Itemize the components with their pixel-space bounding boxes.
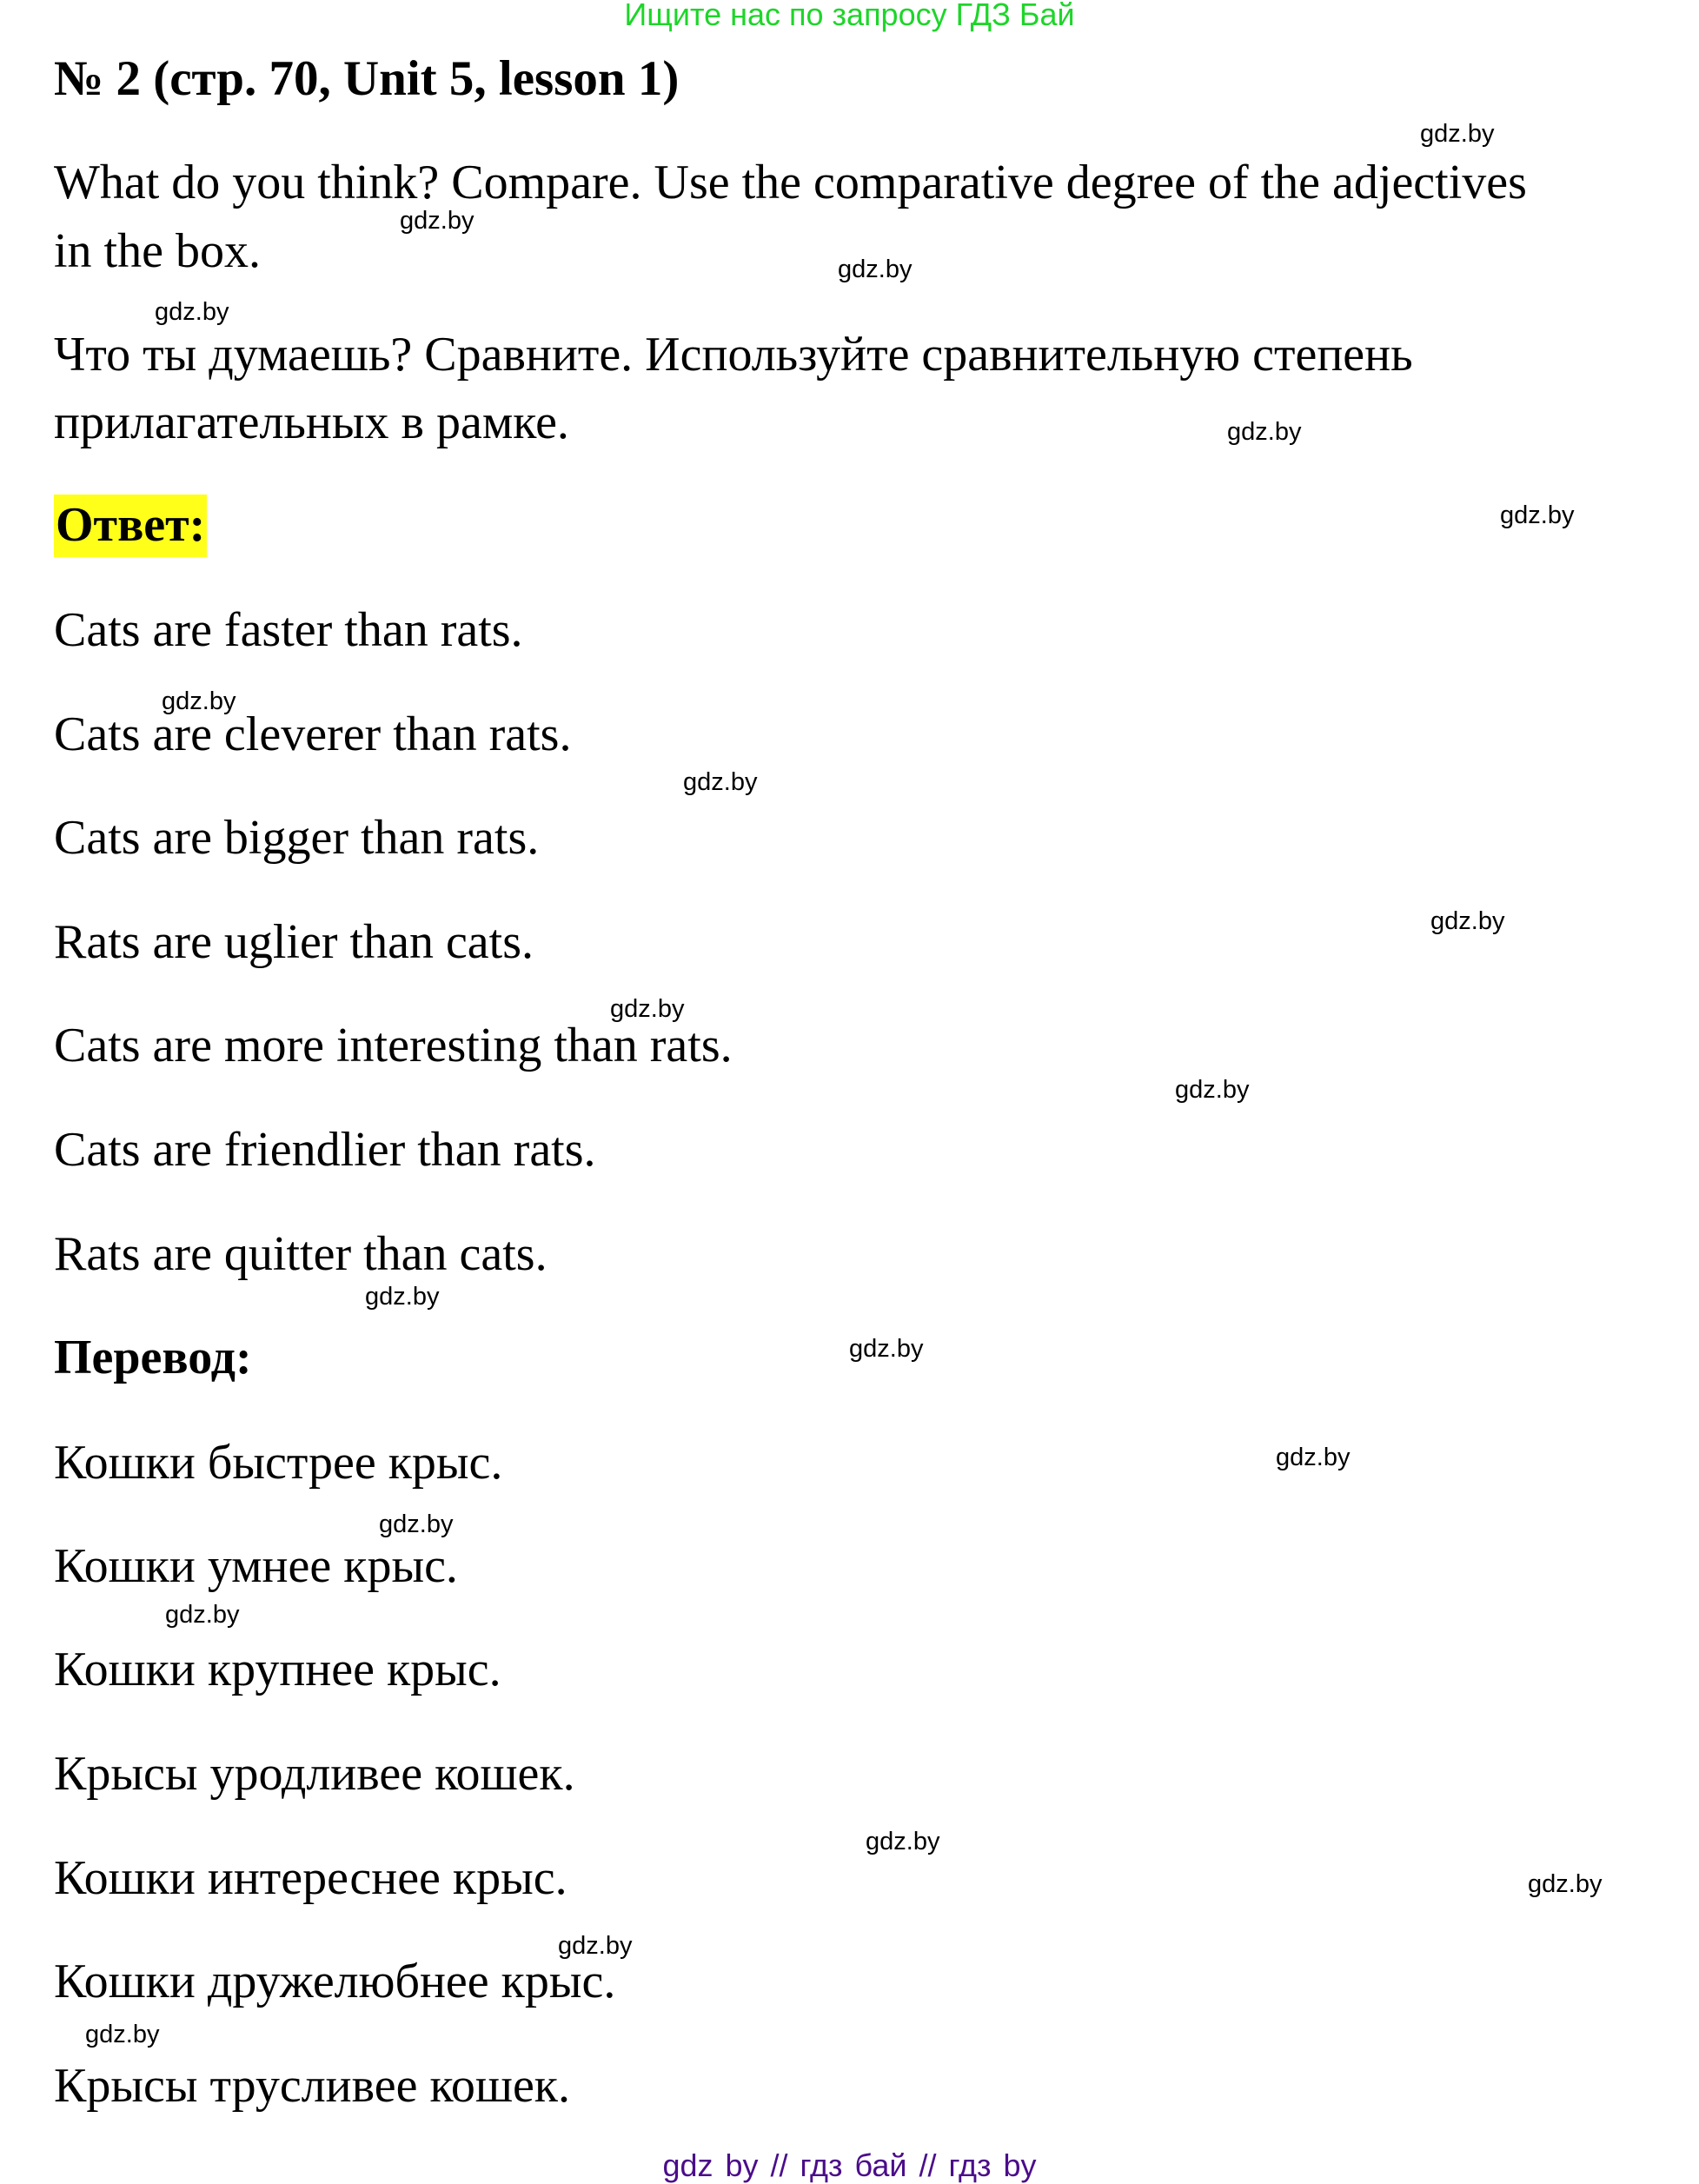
watermark: gdz.by bbox=[365, 1283, 440, 1311]
task-text-en-line2: in the box. bbox=[54, 224, 261, 278]
watermark: gdz.by bbox=[1227, 418, 1302, 446]
translation-line: Кошки дружелюбнее крыс. bbox=[54, 1955, 616, 2008]
watermark: gdz.by bbox=[1500, 501, 1575, 529]
watermark: gdz.by bbox=[838, 256, 913, 283]
translation-line: Кошки умнее крыс. bbox=[54, 1539, 458, 1593]
watermark: gdz.by bbox=[155, 298, 229, 326]
translation-line: Кошки интереснее крыс. bbox=[54, 1851, 567, 1905]
translation-line: Кошки быстрее крыс. bbox=[54, 1436, 503, 1490]
answer-line: Rats are uglier than cats. bbox=[54, 915, 534, 969]
answer-line: Cats are cleverer than rats. bbox=[54, 707, 572, 761]
answer-line: Cats are bigger than rats. bbox=[54, 811, 540, 865]
watermark: gdz.by bbox=[1420, 120, 1495, 148]
answer-line: Cats are faster than rats. bbox=[54, 603, 523, 657]
watermark: gdz.by bbox=[400, 207, 475, 235]
footer-links: gdz by // гдз бай // гдз by bbox=[662, 2147, 1037, 2183]
watermark: gdz.by bbox=[683, 768, 758, 796]
watermark: gdz.by bbox=[165, 1601, 240, 1629]
watermark: gdz.by bbox=[1175, 1076, 1250, 1104]
watermark: gdz.by bbox=[1528, 1870, 1603, 1898]
watermark: gdz.by bbox=[866, 1828, 940, 1855]
answer-heading bbox=[54, 498, 207, 552]
answer-line: Cats are more interesting than rats. bbox=[54, 1019, 733, 1072]
translation-line: Крысы трусливее кошек. bbox=[54, 2059, 571, 2113]
translation-heading: Перевод: bbox=[54, 1331, 252, 1384]
watermark: gdz.by bbox=[162, 687, 236, 715]
answer-line: Cats are friendlier than rats. bbox=[54, 1123, 596, 1177]
answer-heading-label: Ответ: bbox=[54, 495, 207, 557]
task-text-en-line1: What do you think? Compare. Use the comparative degree of the adjectives bbox=[54, 156, 1527, 209]
task-text-ru-line1: Что ты думаешь? Сравните. Используйте сравнительную степень bbox=[54, 328, 1413, 382]
translation-line: Кошки крупнее крыс. bbox=[54, 1643, 501, 1696]
watermark: gdz.by bbox=[85, 2021, 160, 2048]
watermark: gdz.by bbox=[610, 995, 685, 1023]
task-text-ru-line2: прилагательных в рамке. bbox=[54, 395, 569, 449]
watermark: gdz.by bbox=[1276, 1444, 1351, 1471]
search-banner: Ищите нас по запросу ГДЗ Бай bbox=[624, 0, 1075, 32]
watermark: gdz.by bbox=[558, 1932, 633, 1960]
page-title: № 2 (стр. 70, Unit 5, lesson 1) bbox=[54, 51, 680, 106]
watermark: gdz.by bbox=[379, 1510, 454, 1538]
watermark: gdz.by bbox=[1430, 907, 1505, 935]
answer-line: Rats are quitter than cats. bbox=[54, 1227, 548, 1281]
translation-line: Крысы уродливее кошек. bbox=[54, 1747, 575, 1801]
watermark: gdz.by bbox=[849, 1335, 924, 1363]
